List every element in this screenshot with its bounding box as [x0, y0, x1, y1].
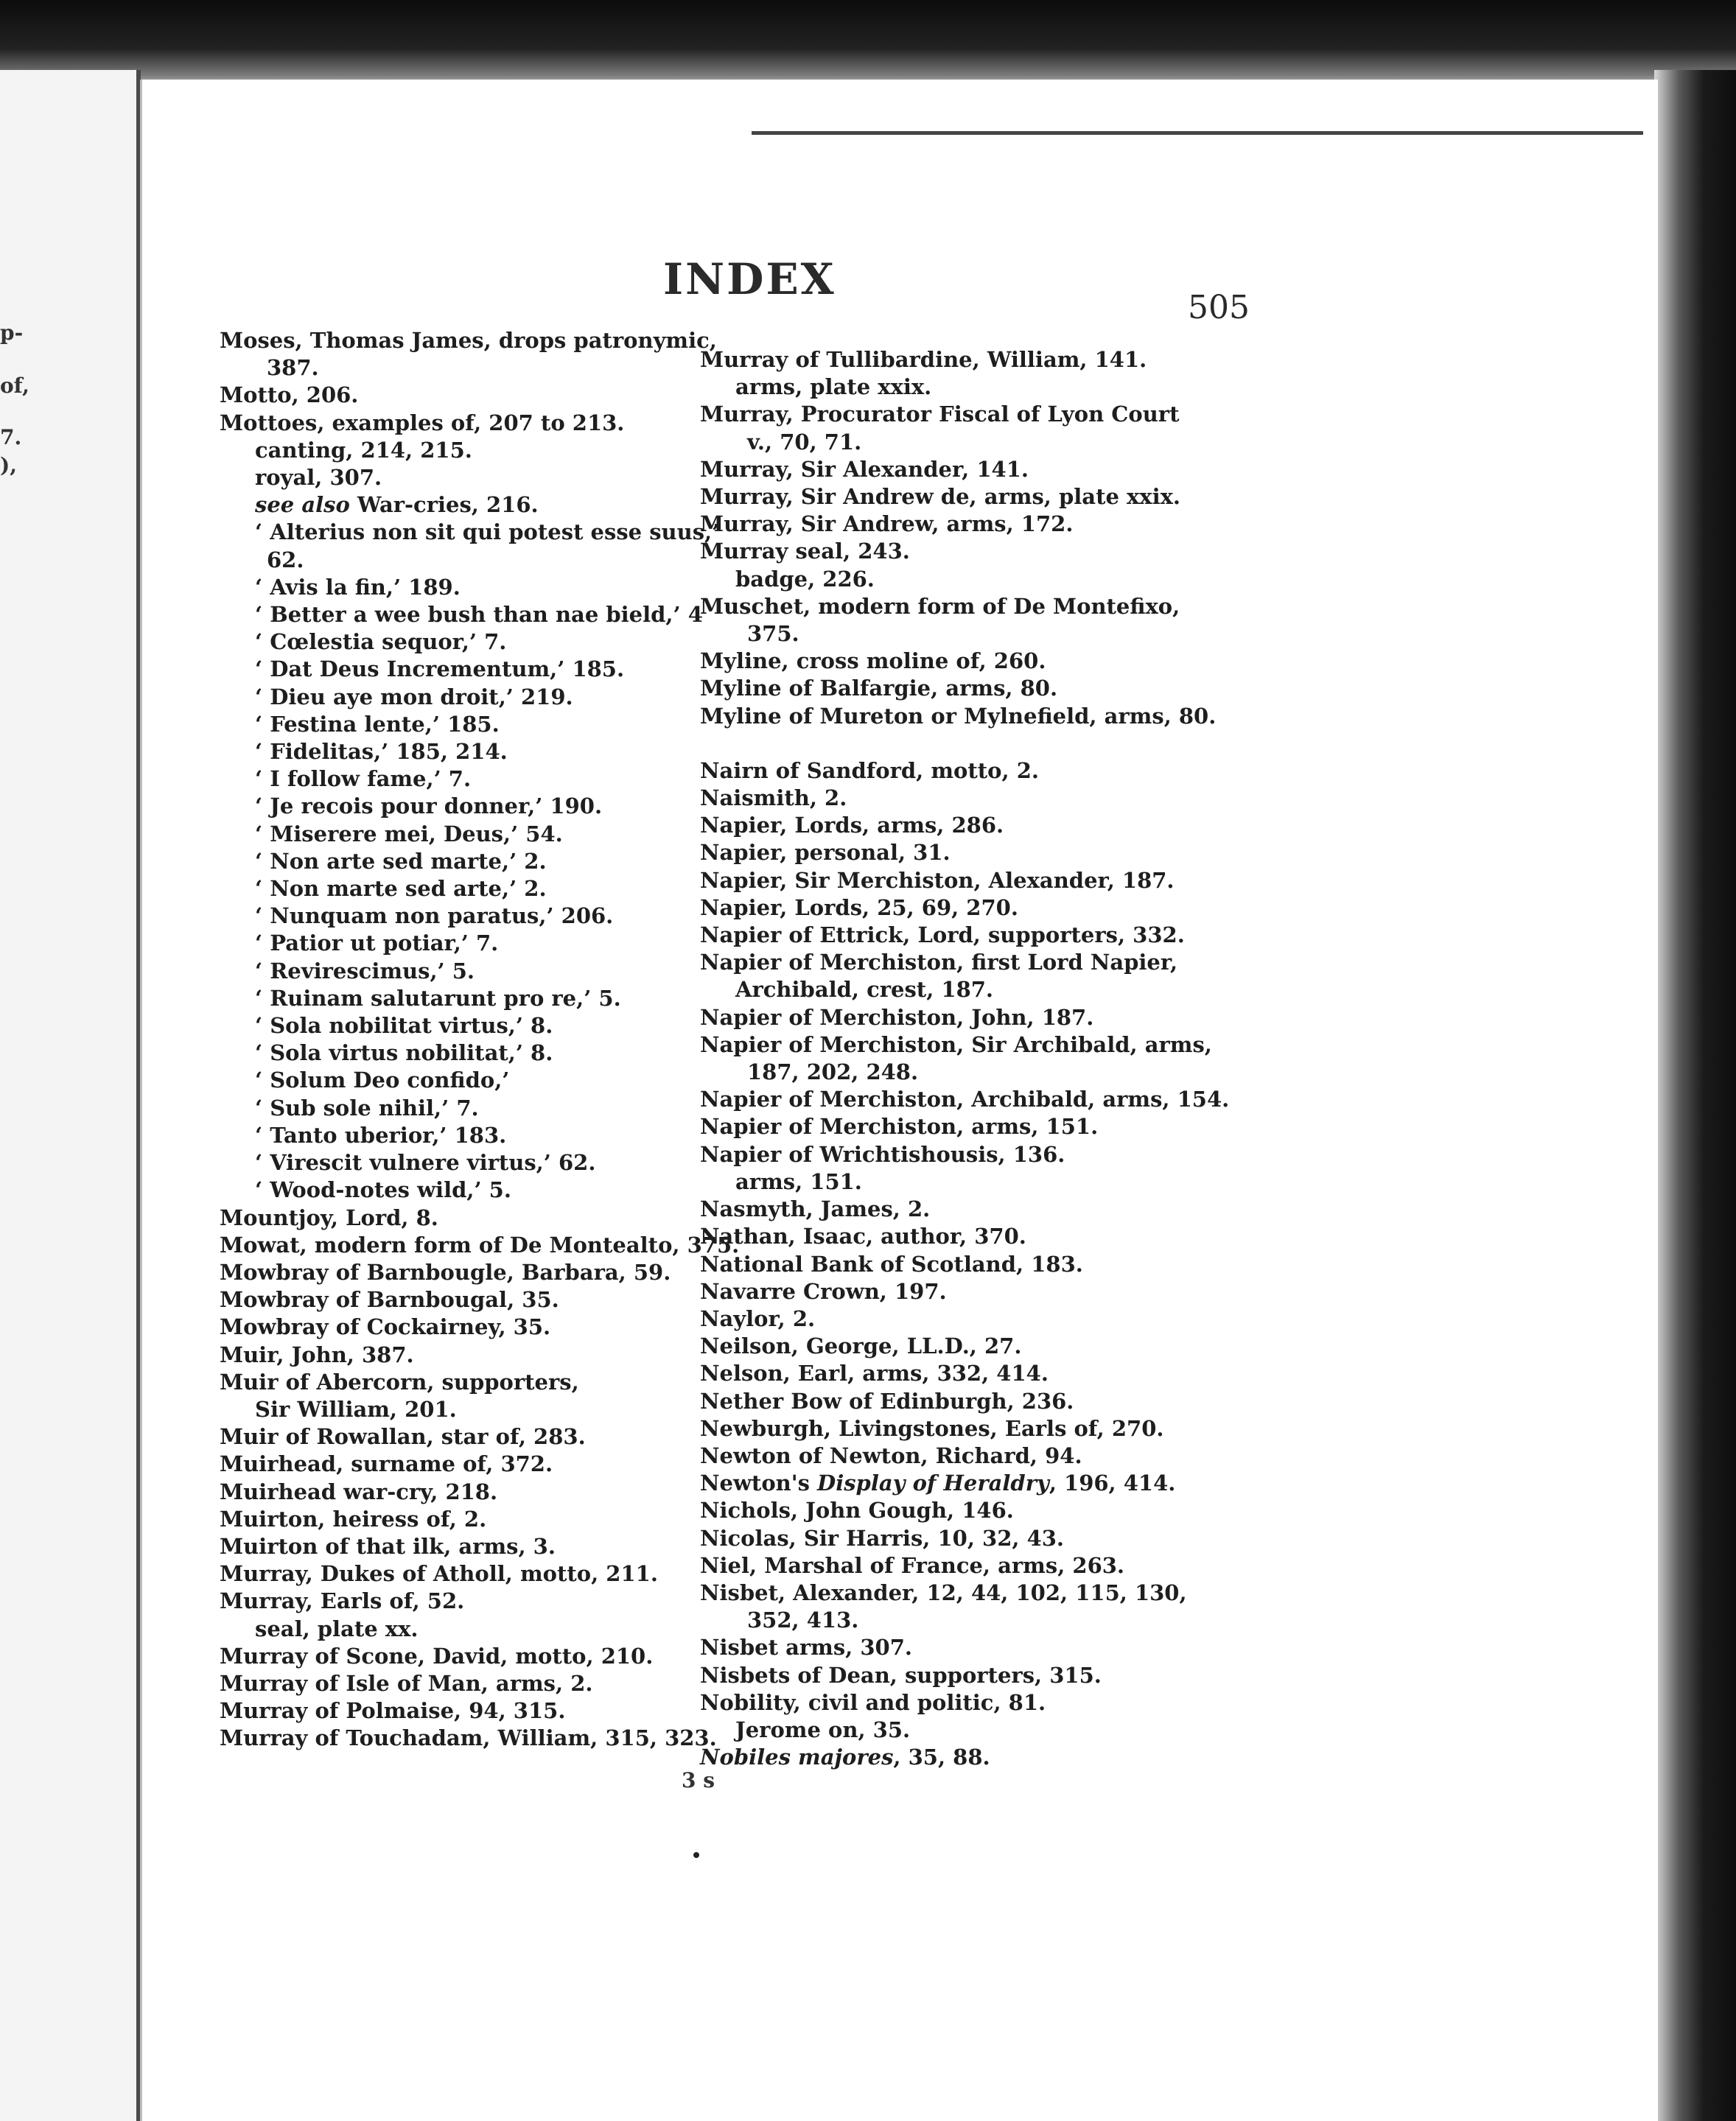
index-entry: Mowbray of Cockairney, 35. [220, 1314, 551, 1340]
signature-mark: 3 s [682, 1768, 715, 1792]
index-entry: Newburgh, Livingstones, Earls of, 270. [700, 1415, 1164, 1441]
index-entry: Mottoes, examples of, 207 to 213. [220, 410, 625, 435]
index-entry: Muschet, modern form of De Montefixo, [700, 593, 1180, 619]
index-entry: Nairn of Sandford, motto, 2. [700, 757, 1039, 783]
index-entry: v., 70, 71. [747, 429, 862, 455]
index-entry: ‘ I follow fame,’ 7. [255, 766, 472, 792]
index-entry: Mountjoy, Lord, 8. [220, 1205, 438, 1230]
index-entry: Nelson, Earl, arms, 332, 414. [700, 1361, 1049, 1386]
facing-page-fragment: p- [0, 320, 24, 345]
facing-page-fragment: 7. [0, 425, 22, 449]
index-entry: ‘ Sola virtus nobilitat,’ 8. [255, 1040, 553, 1066]
index-entry: badge, 226. [735, 566, 875, 592]
index-entry: Napier, Lords, arms, 286. [700, 813, 1004, 838]
index-entry: Muirhead, surname of, 372. [220, 1451, 553, 1477]
index-entry: Myline of Mureton or Mylnefield, arms, 80. [700, 703, 1217, 729]
index-entry: Neilson, George, LL.D., 27. [700, 1333, 1022, 1359]
index-entry: Myline, cross moline of, 260. [700, 648, 1046, 674]
index-entry: ‘ Non marte sed arte,’ 2. [255, 876, 547, 902]
index-entry: 62. [267, 547, 304, 572]
index-entry: Napier, Lords, 25, 69, 270. [700, 894, 1018, 920]
index-entry: see also War-cries, 216. [255, 492, 539, 518]
index-entry: Muir, John, 387. [220, 1342, 414, 1367]
index-entry: ‘ Sub sole nihil,’ 7. [255, 1095, 479, 1121]
index-entry: ‘ Dat Deus Incrementum,’ 185. [255, 656, 625, 682]
index-entry: Nisbet arms, 307. [700, 1635, 912, 1661]
index-entry: Naylor, 2. [700, 1305, 816, 1331]
index-entry: Napier, personal, 31. [700, 840, 951, 866]
index-entry: ‘ Revirescimus,’ 5. [255, 958, 475, 984]
index-entry: Napier of Merchiston, first Lord Napier, [700, 950, 1178, 975]
index-entry: ‘ Tanto uberior,’ 183. [255, 1122, 507, 1148]
index-entry: Navarre Crown, 197. [700, 1278, 947, 1304]
index-entry: Nathan, Isaac, author, 370. [700, 1224, 1026, 1249]
index-entry: canting, 214, 215. [255, 437, 472, 463]
index-column-right [700, 346, 1437, 1771]
index-entry: ‘ Sola nobilitat virtus,’ 8. [255, 1013, 553, 1039]
index-entry: Moses, Thomas James, drops patronymic, [220, 328, 717, 353]
index-entry: Nisbets of Dean, supporters, 315. [700, 1662, 1102, 1688]
index-entry: Napier of Ettrick, Lord, supporters, 332. [700, 922, 1185, 948]
facing-page-fragment: ), [0, 453, 17, 477]
index-entry: Myline of Balfargie, arms, 80. [700, 676, 1058, 701]
index-entry: Napier of Wrichtishousis, 136. [700, 1141, 1065, 1167]
index-entry: ‘ Non arte sed marte,’ 2. [255, 848, 547, 874]
index-entry: 187, 202, 248. [747, 1059, 919, 1085]
index-entry: Newton's Display of Heraldry, 196, 414. [700, 1470, 1176, 1496]
index-entry: ‘ Solum Deo confido,’ [255, 1067, 510, 1093]
index-entry: arms, 151. [735, 1168, 862, 1194]
index-entry: Nisbet, Alexander, 12, 44, 102, 115, 130, [700, 1580, 1187, 1605]
index-entry: Nobility, civil and politic, 81. [700, 1689, 1046, 1715]
index-entry: royal, 307. [255, 465, 382, 491]
index-entry: Motto, 206. [220, 382, 359, 408]
index-entry: National Bank of Scotland, 183. [700, 1251, 1083, 1277]
index-entry: 375. [747, 621, 799, 647]
index-entry: Nobiles majores, 35, 88. [700, 1745, 990, 1770]
index-entry: Murray of Touchadam, William, 315, 323. [220, 1725, 717, 1751]
index-entry: Newton of Newton, Richard, 94. [700, 1442, 1082, 1468]
index-entry: Jerome on, 35. [735, 1717, 911, 1742]
index-entry: ‘ Cœlestia sequor,’ 7. [255, 629, 507, 655]
index-entry: ‘ Dieu aye mon droit,’ 219. [255, 684, 573, 709]
index-entry: Mowat, modern form of De Montealto, 375. [220, 1232, 740, 1258]
scan-right-edge [1654, 70, 1736, 2121]
index-entry: Muirton, heiress of, 2. [220, 1506, 487, 1532]
scan-top-band [0, 0, 1736, 88]
index-entry: ‘ Wood-notes wild,’ 5. [255, 1177, 511, 1203]
index-entry: Murray, Sir Alexander, 141. [700, 456, 1029, 482]
page-dot [693, 1852, 699, 1858]
index-entry: Sir William, 201. [255, 1396, 457, 1422]
index-entry: Nether Bow of Edinburgh, 236. [700, 1388, 1074, 1414]
index-entry: Napier of Merchiston, John, 187. [700, 1004, 1094, 1030]
index-entry: ‘ Alterius non sit qui potest esse suus,’ [255, 519, 720, 545]
index-entry: Napier, Sir Merchiston, Alexander, 187. [700, 867, 1175, 893]
index-entry: Muirhead war-cry, 218. [220, 1479, 498, 1504]
index-entry: ‘ Fidelitas,’ 185, 214. [255, 739, 508, 765]
index-entry: seal, plate xx. [255, 1616, 419, 1641]
index-gap [700, 730, 1437, 757]
index-entry: ‘ Ruinam salutarunt pro re,’ 5. [255, 985, 621, 1011]
index-entry: Nichols, John Gough, 146. [700, 1498, 1014, 1524]
index-entry: Murray of Polmaise, 94, 315. [220, 1698, 566, 1724]
index-entry: Murray, Earls of, 52. [220, 1588, 465, 1614]
index-entry: Mowbray of Barnbougle, Barbara, 59. [220, 1259, 671, 1285]
index-entry: ‘ Miserere mei, Deus,’ 54. [255, 821, 563, 846]
index-entry: Murray, Sir Andrew, arms, 172. [700, 511, 1074, 537]
index-entry: Murray, Procurator Fiscal of Lyon Court [700, 402, 1180, 427]
index-entry: Murray seal, 243. [700, 539, 910, 564]
index-entry: 387. [267, 355, 319, 381]
index-entry: Murray of Tullibardine, William, 141. [700, 347, 1147, 372]
index-entry: ‘ Je recois pour donner,’ 190. [255, 793, 603, 819]
page-number: 505 [1188, 289, 1250, 326]
facing-page-edge [0, 70, 141, 2121]
index-entry: ‘ Festina lente,’ 185. [255, 711, 500, 737]
index-entry: Muirton of that ilk, arms, 3. [220, 1533, 556, 1559]
facing-page-fragment: of, [0, 374, 29, 398]
index-entry: Naismith, 2. [700, 785, 847, 811]
index-entry: 352, 413. [747, 1608, 859, 1633]
index-entry: Mowbray of Barnbougal, 35. [220, 1287, 559, 1313]
index-entry: Murray, Sir Andrew de, arms, plate xxix. [700, 484, 1180, 510]
page-title: INDEX [663, 254, 836, 304]
index-entry: Napier of Merchiston, arms, 151. [700, 1114, 1099, 1140]
index-entry: Murray of Isle of Man, arms, 2. [220, 1670, 593, 1696]
index-entry: Napier of Merchiston, Sir Archibald, arms, [700, 1031, 1212, 1057]
index-entry: Napier of Merchiston, Archibald, arms, 154. [700, 1087, 1230, 1112]
index-entry: Muir of Rowallan, star of, 283. [220, 1424, 586, 1450]
index-entry: ‘ Virescit vulnere virtus,’ 62. [255, 1150, 596, 1176]
header-rule [752, 131, 1643, 135]
index-entry: Murray of Scone, David, motto, 210. [220, 1643, 654, 1669]
index-entry: ‘ Nunquam non paratus,’ 206. [255, 903, 614, 929]
index-entry: Archibald, crest, 187. [735, 977, 994, 1003]
index-entry: ‘ Patior ut potiar,’ 7. [255, 930, 499, 956]
index-entry: Nicolas, Sir Harris, 10, 32, 43. [700, 1525, 1065, 1551]
index-entry: Murray, Dukes of Atholl, motto, 211. [220, 1561, 658, 1587]
index-entry: Nasmyth, James, 2. [700, 1196, 931, 1222]
index-entry: ‘ Avis la fin,’ 189. [255, 574, 461, 600]
index-entry: Niel, Marshal of France, arms, 263. [700, 1552, 1125, 1578]
index-entry: ‘ Better a wee bush than nae bield,’ 4 [255, 602, 703, 628]
index-entry: Muir of Abercorn, supporters, [220, 1369, 579, 1395]
index-entry: arms, plate xxix. [735, 374, 932, 400]
